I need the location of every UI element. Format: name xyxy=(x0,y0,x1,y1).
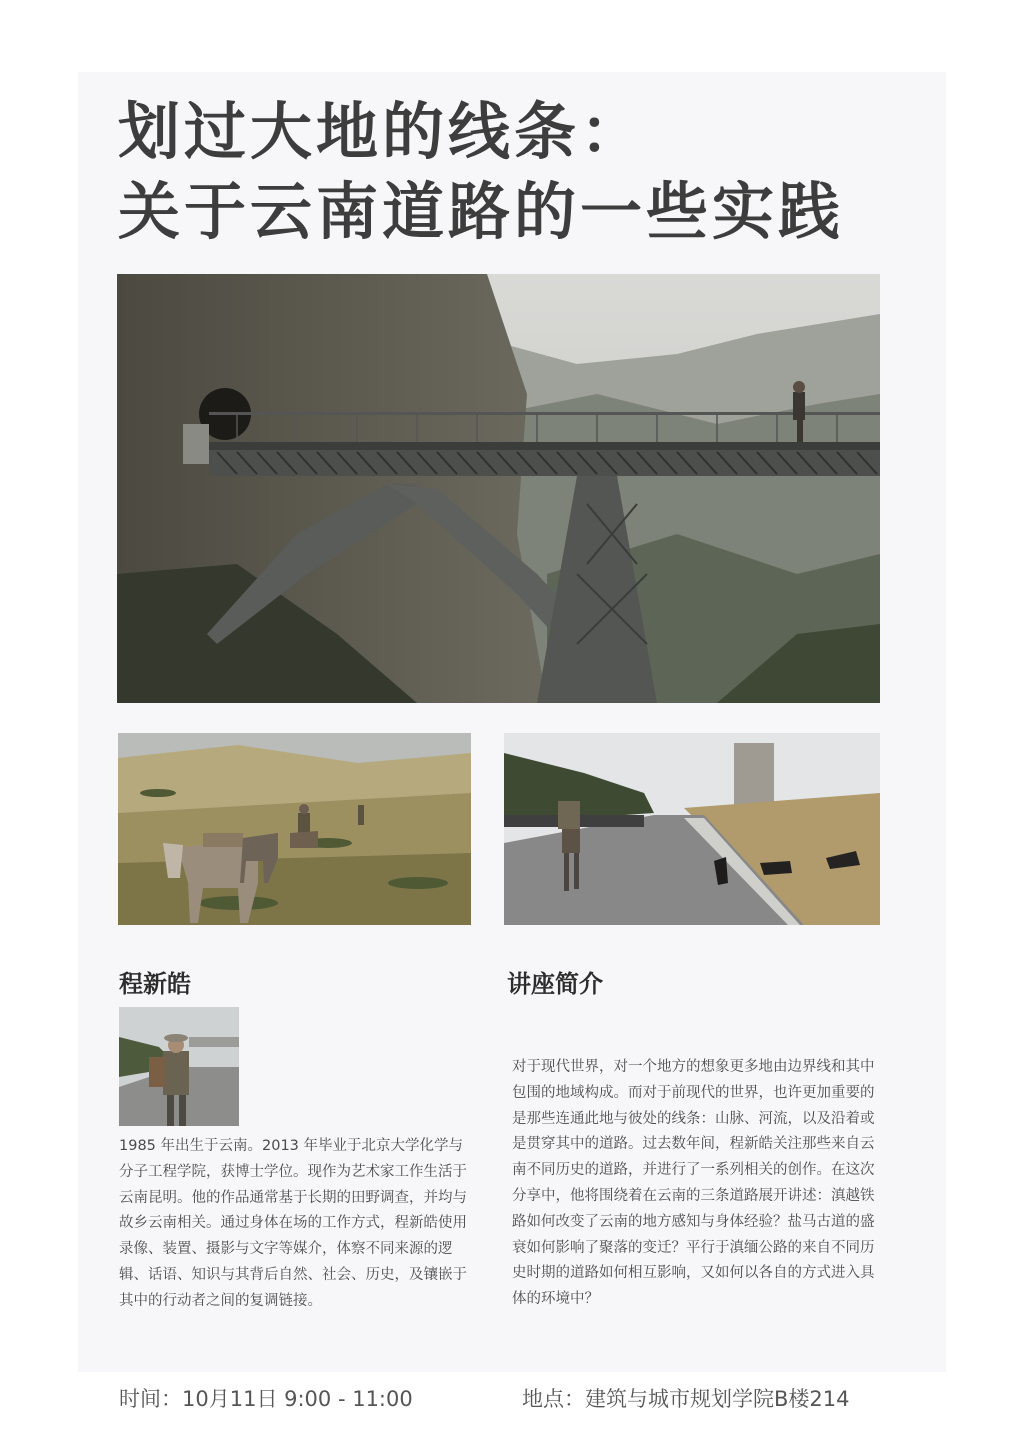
event-time: 时间：10月11日 9:00 - 11:00 xyxy=(119,1387,413,1411)
intro-heading: 讲座简介 xyxy=(507,970,603,998)
event-location: 地点：建筑与城市规划学院B楼214 xyxy=(522,1387,850,1411)
bio-text: 1985 年出生于云南。2013 年毕业于北京大学化学与分子工程学院，获博士学位。现作为艺术家工作生活于云南昆明。他的作品通常基于长期的田野调查，并均与故乡云南相关。通过身体在场的工作方式，程新皓使用录像、装置、摄影与文字等媒介，体察不同来源的逻辑、话语、知识与其背后自然、社会、历史，及镶嵌于其中的行动者之间的复调链接。 xyxy=(119,1138,467,1309)
bridge-photo xyxy=(117,274,880,703)
donkey-photo xyxy=(118,733,471,925)
intro-text: 对于现代世界，对一个地方的想象更多地由边界线和其中包围的地域构成。而对于前现代的世界，也许更加重要的是那些连通此地与彼处的线条：山脉、河流，以及沿着或是贯穿其中的道路。过去数年间，程新皓关注那些来自云南不同历史的道路，并进行了一系列相关的创作。在这次分享中，他将围绕着在云南的三条道路展开讲述：滇越铁路如何改变了云南的地方感知与身体经验？盐马古道的盛衰如何影响了聚落的变迁？平行于滇缅公路的来自不同历史时期的道路如何相互影响，又如何以各自的方式进入具体的环境中？ xyxy=(512,1059,875,1308)
bio-heading: 程新皓 xyxy=(119,970,191,998)
title-line-2: 关于云南道路的一些实践 xyxy=(118,175,845,248)
poster-title xyxy=(118,92,844,252)
artist-portrait xyxy=(119,1007,239,1126)
title-line-1: 划过大地的线条： xyxy=(118,95,647,168)
road-photo xyxy=(504,733,880,925)
